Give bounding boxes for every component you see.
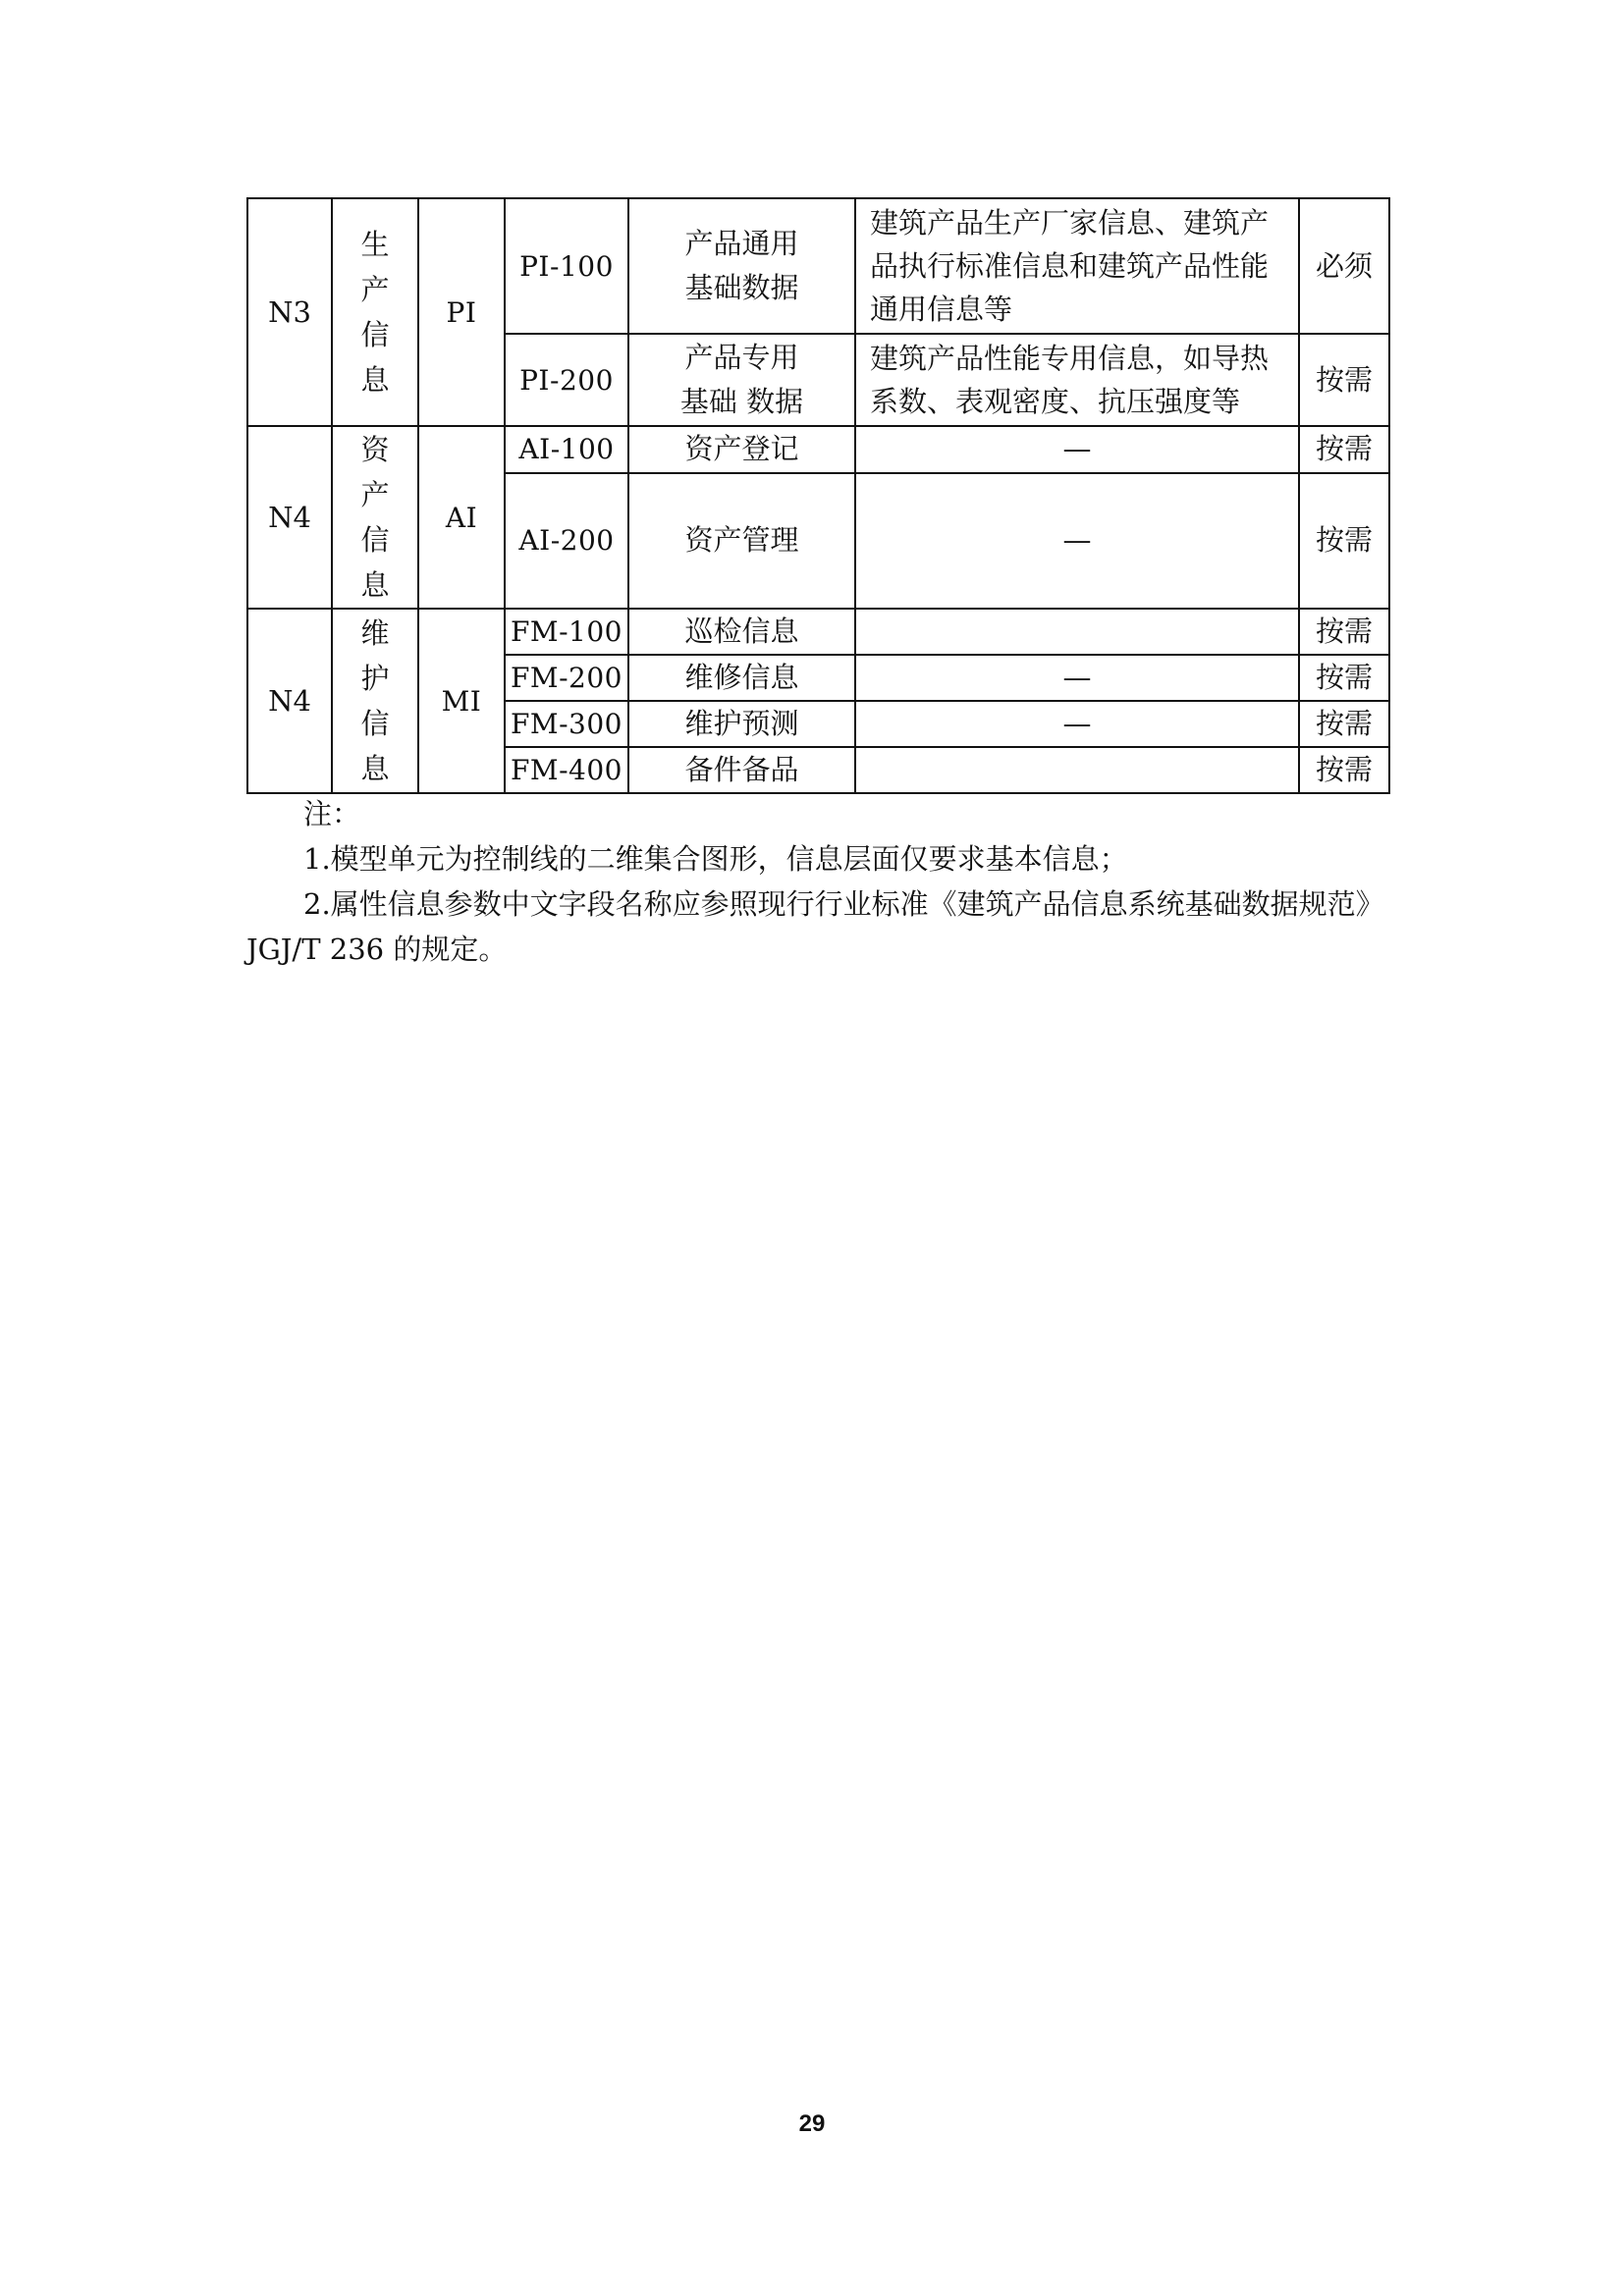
category-name-cell: 资 产 信 息 (332, 426, 418, 609)
item-description-cell: — (855, 473, 1299, 610)
item-description-cell: 建筑产品生产厂家信息、建筑产 品执行标准信息和建筑产品性能 通用信息等 (855, 198, 1299, 334)
level-cell: N4 (247, 426, 332, 609)
table-row (247, 198, 1389, 334)
category-code-cell: MI (418, 609, 505, 793)
item-name-cell: 维修信息 (628, 655, 855, 701)
info-requirements-table (246, 197, 1390, 794)
requirement-cell: 按需 (1299, 655, 1389, 701)
item-description-cell: 建筑产品性能专用信息，如导热 系数、表观密度、抗压强度等 (855, 334, 1299, 426)
item-name-cell: 巡检信息 (628, 609, 855, 655)
item-description-cell: — (855, 426, 1299, 473)
level-cell: N4 (247, 609, 332, 793)
item-id-cell: PI-200 (505, 334, 628, 426)
item-description-cell (855, 747, 1299, 793)
category-code-cell: PI (418, 198, 505, 426)
item-id-cell: FM-400 (505, 747, 628, 793)
item-name-cell: 产品通用 基础数据 (628, 198, 855, 334)
note-item: 2.属性信息参数中文字段名称应参照现行行业标准《建筑产品信息系统基础数据规范》 (303, 887, 1384, 921)
category-code-cell: AI (418, 426, 505, 609)
requirement-cell: 按需 (1299, 609, 1389, 655)
note-item: 1.模型单元为控制线的二维集合图形，信息层面仅要求基本信息； (303, 842, 1128, 876)
notes-title: 注： (303, 797, 361, 830)
item-name-cell: 资产登记 (628, 426, 855, 473)
requirement-cell: 按需 (1299, 701, 1389, 747)
item-id-cell: AI-100 (505, 426, 628, 473)
table-notes (246, 791, 1390, 972)
item-name-cell: 产品专用 基础 数据 (628, 334, 855, 426)
requirement-cell: 按需 (1299, 334, 1389, 426)
item-name-cell: 资产管理 (628, 473, 855, 610)
requirement-cell: 按需 (1299, 747, 1389, 793)
requirement-cell: 按需 (1299, 426, 1389, 473)
category-name-cell: 维 护 信 息 (332, 609, 418, 793)
item-description-cell (855, 609, 1299, 655)
item-description-cell: — (855, 655, 1299, 701)
requirement-cell: 必须 (1299, 198, 1389, 334)
item-id-cell: AI-200 (505, 473, 628, 610)
note-item-continuation: JGJ/T 236 的规定。 (246, 933, 508, 966)
item-id-cell: FM-100 (505, 609, 628, 655)
category-name-cell: 生 产 信 息 (332, 198, 418, 426)
table-row (247, 426, 1389, 473)
page-number: 29 (798, 2110, 826, 2137)
item-id-cell: FM-200 (505, 655, 628, 701)
item-name-cell: 备件备品 (628, 747, 855, 793)
item-id-cell: PI-100 (505, 198, 628, 334)
item-id-cell: FM-300 (505, 701, 628, 747)
item-name-cell: 维护预测 (628, 701, 855, 747)
table-row (247, 609, 1389, 655)
item-description-cell: — (855, 701, 1299, 747)
requirement-cell: 按需 (1299, 473, 1389, 610)
level-cell: N3 (247, 198, 332, 426)
